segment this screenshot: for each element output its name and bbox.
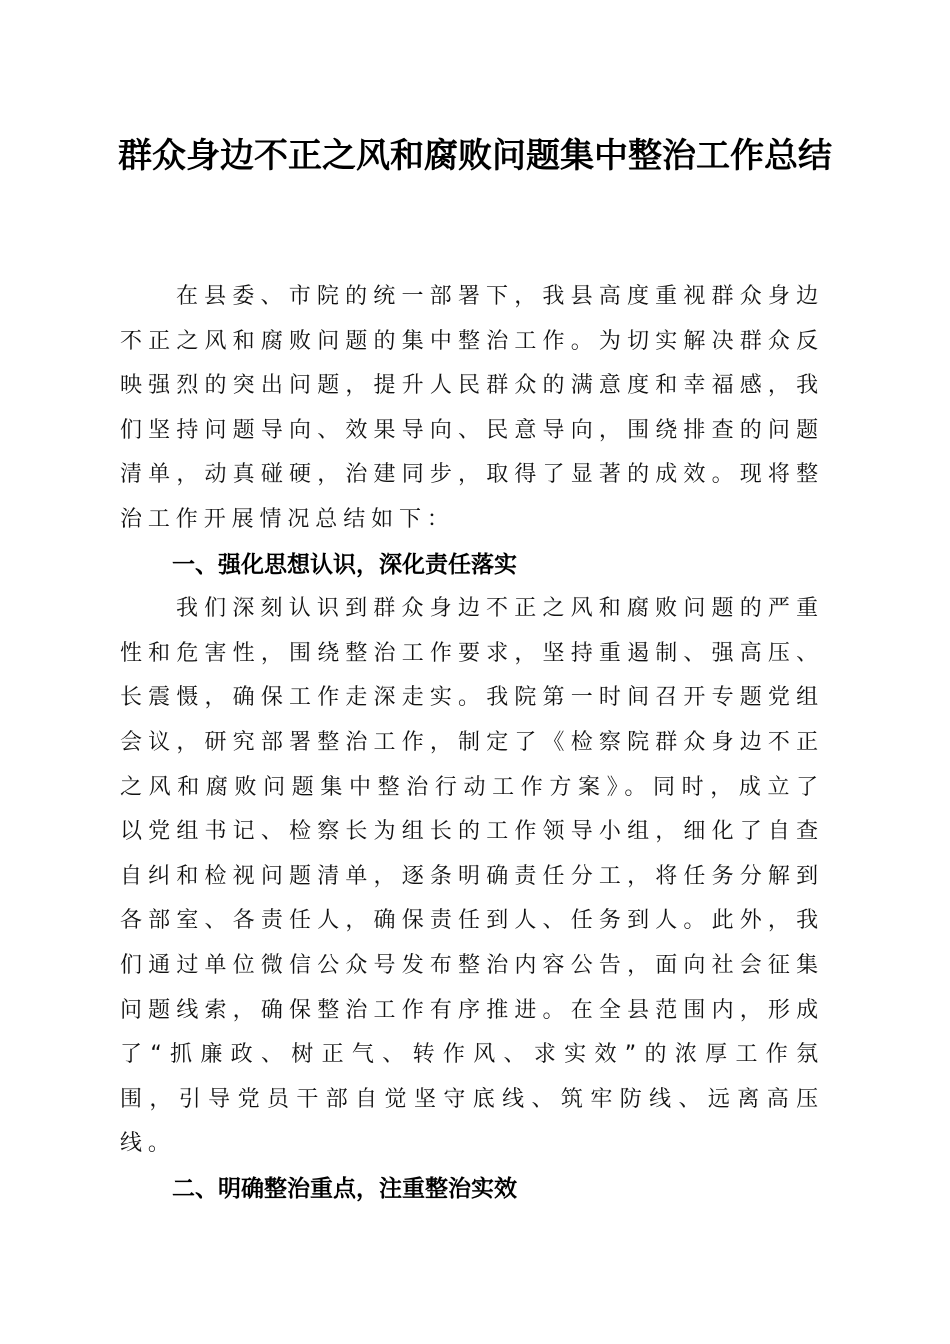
document-body: [120, 275, 824, 1211]
document-title: 群众身边不正之风和腐败问题集中整治工作总结: [118, 136, 832, 176]
section-heading-2: 二、明确整治重点，注重整治实效: [172, 1175, 517, 1202]
intro-paragraph: 在县委、市院的统一部署下，我县高度重视群众身边不正之风和腐败问题的集中整治工作。为切实解决群众反映强烈的突出问题，提升人民群众的满意度和幸福感，我们坚持问题导向、效果导向、民意导向，围绕排查的问题清单，动真碰硬，治建同步，取得了显著的成效。现将整治工作开展情况总结如下：: [120, 284, 824, 532]
section-heading-1: 一、强化思想认识，深化责任落实: [172, 551, 517, 578]
section-1-paragraph: 我们深刻认识到群众身边不正之风和腐败问题的严重性和危害性，围绕整治工作要求，坚持重遏制、强高压、长震慑，确保工作走深走实。我院第一时间召开专题党组会议，研究部署整治工作，制定了《检察院群众身边不正之风和腐败问题集中整治行动工作方案》。同时，成立了以党组书记、检察长为组长的工作领导小组，细化了自查自纠和检视问题清单，逐条明确责任分工，将任务分解到各部室、各责任人，确保责任到人、任务到人。此外，我们通过单位微信公众号发布整治内容公告，面向社会征集问题线索，确保整治工作有序推进。在全县范围内，形成了“抓廉政、树正气、转作风、求实效”的浓厚工作氛围，引导党员干部自觉坚守底线、筑牢防线、远离高压线。: [120, 596, 824, 1157]
